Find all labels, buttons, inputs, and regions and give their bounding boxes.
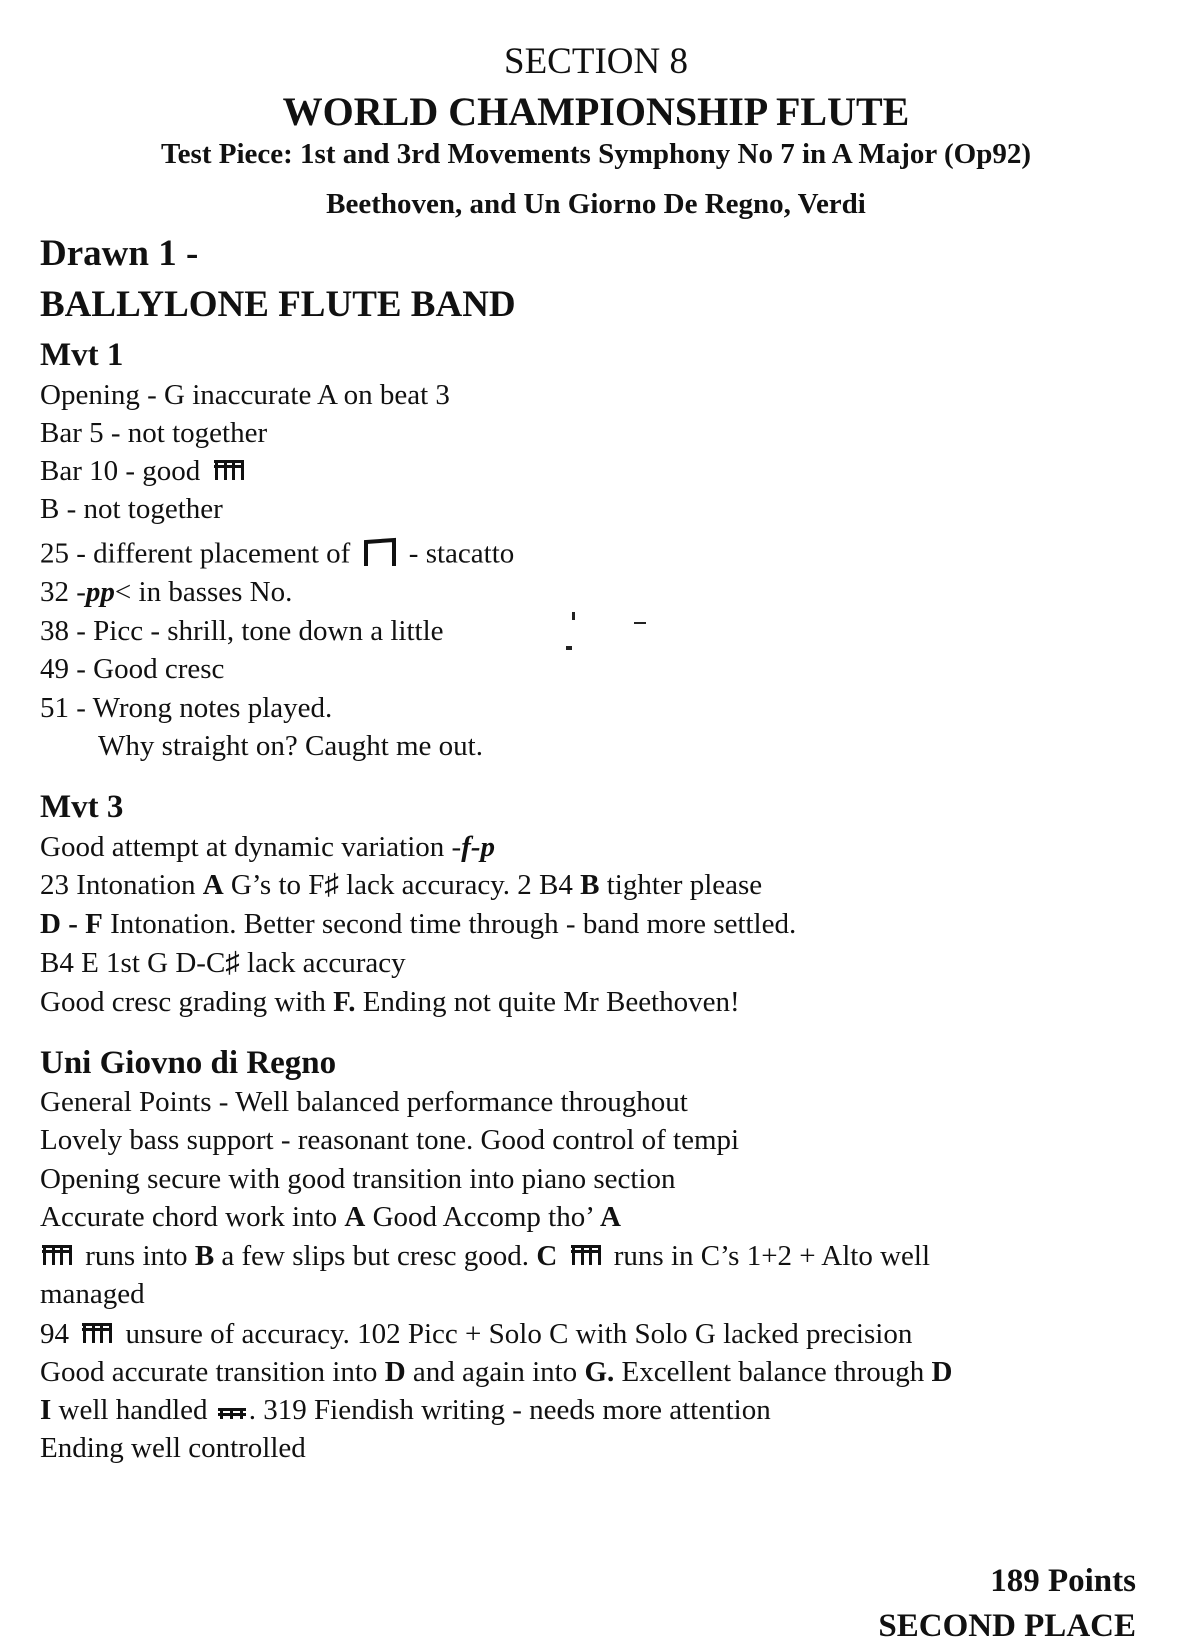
rehearsal-letter: A (600, 1201, 621, 1233)
scan-speck (634, 622, 646, 624)
scan-speck (572, 612, 575, 620)
verdi-text: Good accurate transition into (40, 1356, 378, 1388)
verdi-text: unsure of accuracy. 102 Picc + Solo C with Solo G lacked precision (125, 1318, 913, 1350)
verdi-line (40, 1201, 621, 1234)
mvt1-line: Why straight on? Caught me out. (98, 730, 483, 762)
mvt1-line (40, 576, 292, 609)
rehearsal-letter: B (194, 1240, 215, 1272)
semiquaver-group-icon (212, 457, 246, 490)
mvt3-text: Intonation. Better second time through - band more settled. (110, 908, 797, 940)
verdi-text: . 319 Fiendish writing - needs more attention (248, 1394, 771, 1426)
mvt3-line (40, 908, 796, 941)
mvt1-text: - stacatto (408, 537, 515, 570)
verdi-text: Accurate chord work into (40, 1201, 338, 1233)
verdi-text: 94 (40, 1318, 69, 1350)
verdi-text: runs into (85, 1240, 188, 1272)
scan-speck (566, 646, 572, 650)
mvt1-line: 49 - Good cresc (40, 653, 225, 685)
mvt3-text: Good attempt at dynamic variation - (40, 831, 462, 863)
rehearsal-letter: D (384, 1356, 406, 1388)
composers: Beethoven, and Un Giorno De Regno, Verdi (326, 188, 866, 220)
rehearsal-letter: D (931, 1356, 953, 1388)
mvt3-heading: Mvt 3 (40, 789, 124, 825)
rehearsal-letter: F. (333, 986, 356, 1018)
mvt3-text: 23 Intonation (40, 869, 196, 901)
mvt3-text: Good cresc grading with (40, 986, 326, 1018)
mvt1-line (40, 455, 250, 490)
verdi-line: Lovely bass support - reasonant tone. Good control of tempi (40, 1124, 740, 1156)
verdi-heading: Uni Giovno di Regno (40, 1045, 337, 1081)
verdi-line (40, 1240, 930, 1275)
mvt1-text: Bar 10 - good (40, 455, 201, 487)
mvt3-text: tighter please (606, 869, 763, 901)
mvt3-line (40, 986, 740, 1019)
mvt1-text: 32 - (40, 576, 86, 608)
verdi-line (40, 1318, 912, 1353)
mvt3-line: B4 E 1st G D-C♯ lack accuracy (40, 947, 406, 979)
mvt1-line: B - not together (40, 493, 223, 525)
verdi-line: General Points - Well balanced performance throughout (40, 1086, 688, 1118)
semiquaver-group-icon (40, 1242, 74, 1275)
verdi-text: Excellent balance through (621, 1356, 925, 1388)
section-number: SECTION 8 (504, 41, 688, 82)
mvt1-text: < in basses No. (114, 576, 293, 608)
test-piece: Test Piece: 1st and 3rd Movements Symphony No 7 in A Major (Op92) (161, 138, 1031, 170)
mvt1-line: 38 - Picc - shrill, tone down a little (40, 615, 444, 647)
verdi-text: a few slips but cresc good. (221, 1240, 530, 1272)
verdi-line (40, 1356, 952, 1389)
mvt1-heading: Mvt 1 (40, 337, 124, 373)
dynamic-marking: pp (85, 576, 115, 608)
total-points: 189 Points (990, 1563, 1136, 1599)
rehearsal-letter: C (536, 1240, 558, 1272)
rehearsal-letter: B (580, 869, 600, 901)
mvt3-text: G’s to F♯ lack accuracy. 2 B4 (230, 869, 573, 901)
final-placing: SECOND PLACE (878, 1608, 1136, 1644)
rehearsal-letter: A (344, 1201, 366, 1233)
rehearsal-letter: G. (584, 1356, 615, 1388)
verdi-text: well handled (58, 1394, 208, 1426)
rehearsal-letter: I (40, 1394, 52, 1426)
verdi-text: Good Accomp tho’ (372, 1201, 593, 1233)
semiquaver-group-icon (80, 1320, 114, 1353)
rehearsal-letter: A (202, 869, 224, 901)
semiquaver-group-icon (569, 1242, 603, 1275)
mvt3-line (40, 831, 495, 864)
semiquaver-triplet-icon (217, 1396, 247, 1429)
mvt1-text: 25 - different placement of (40, 537, 351, 570)
verdi-text: and again into (412, 1356, 578, 1388)
verdi-line (40, 1394, 771, 1429)
verdi-line: managed (40, 1278, 145, 1310)
mvt1-line (40, 536, 514, 576)
competition-title: WORLD CHAMPIONSHIP FLUTE (282, 89, 910, 134)
mvt1-line: Bar 5 - not together (40, 417, 268, 449)
mvt3-line (40, 869, 762, 902)
staccato-bracket-icon (362, 536, 398, 576)
mvt3-text: Ending not quite Mr Beethoven! (362, 986, 740, 1018)
mvt1-line: 51 - Wrong notes played. (40, 692, 333, 724)
dynamic-marking: f-p (461, 831, 496, 863)
draw-number: Drawn 1 - (40, 233, 199, 274)
verdi-line: Ending well controlled (40, 1432, 306, 1464)
band-name: BALLYLONE FLUTE BAND (40, 284, 516, 325)
mvt1-line: Opening - G inaccurate A on beat 3 (40, 379, 450, 411)
verdi-line: Opening secure with good transition into piano section (40, 1163, 676, 1195)
verdi-text: runs in C’s 1+2 + Alto well (613, 1240, 931, 1272)
rehearsal-letter: D - F (40, 908, 103, 940)
